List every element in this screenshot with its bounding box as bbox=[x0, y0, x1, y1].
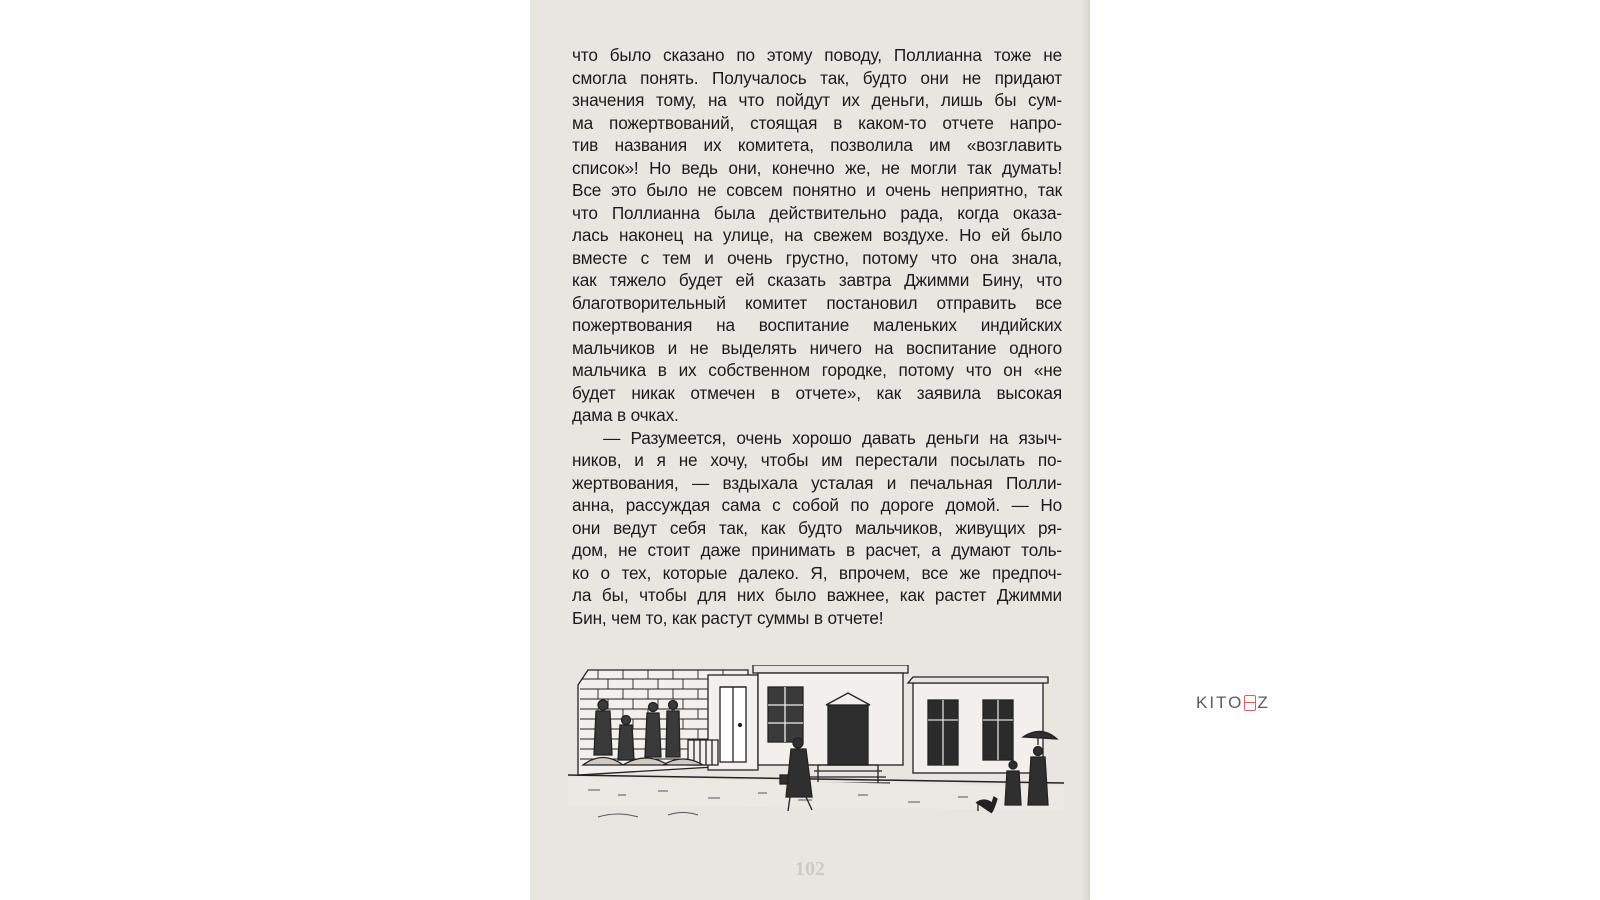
watermark-suffix: Z bbox=[1257, 693, 1270, 712]
text-line: дом, не стоит даже принимать в расчет, а думают толь- bbox=[572, 540, 1062, 560]
text-line: Все это было не совсем понятно и очень неприятно, так bbox=[572, 180, 1062, 200]
text-line: список»! Но ведь они, конечно же, не могли так думать! bbox=[572, 157, 1062, 178]
text-line: — Разумеется, очень хорошо давать деньги на языч- bbox=[572, 427, 1062, 448]
page-edge-shadow bbox=[1082, 0, 1090, 900]
watermark-prefix: KITO bbox=[1196, 693, 1244, 712]
text-line: вместе с тем и очень грустно, потому что она знала, bbox=[572, 247, 1062, 268]
text-line: как тяжело будет ей сказать завтра Джимми Бину, что bbox=[572, 270, 1062, 290]
text-line: будет никак отмечен в отчете», как заявила высокая bbox=[572, 382, 1062, 403]
text-line: мальчика в их собственном городке, потому что он «не bbox=[572, 360, 1062, 380]
street-scene-illustration bbox=[568, 665, 1064, 855]
text-line: ма пожертвований, стоящая в каком-то отчете напро- bbox=[572, 112, 1062, 133]
text-line: жертвования, — вздыхала усталая и печальная Полли- bbox=[572, 472, 1062, 493]
text-line: Бин, чем то, как растут суммы в отчете! bbox=[572, 607, 884, 628]
text-line: ко о тех, которые далеко. Я, впрочем, все же предпоч- bbox=[572, 562, 1062, 583]
watermark-logo-icon bbox=[1244, 695, 1256, 711]
text-line: благотворительный комитет постановил отправить все bbox=[572, 292, 1062, 313]
text-line: тив названия их комитета, позволила им «возглавить bbox=[572, 135, 1062, 155]
text-line: лась наконец на улице, на свежем воздухе. Но ей было bbox=[572, 225, 1062, 245]
text-line: ла бы, чтобы для них было важнее, как растет Джимми bbox=[572, 585, 1062, 605]
site-watermark bbox=[1196, 693, 1270, 713]
text-line: значения тому, на что пойдут их деньги, лишь бы сум- bbox=[572, 90, 1062, 110]
book-page bbox=[530, 0, 1090, 900]
text-line: мальчиков и не выделять ничего на воспитание одного bbox=[572, 337, 1062, 358]
text-line: анна, рассуждая сама с собой по дороге домой. — Но bbox=[572, 495, 1062, 515]
text-line: что Поллианна была действительно рада, когда оказа- bbox=[572, 202, 1062, 223]
text-line: ников, и я не хочу, чтобы им перестали посылать по- bbox=[572, 450, 1062, 470]
text-line: они ведут себя так, как будто мальчиков, живущих ря- bbox=[572, 517, 1062, 538]
page-text bbox=[572, 44, 1062, 629]
text-line: пожертвования на воспитание маленьких индийских bbox=[572, 315, 1062, 335]
text-line: смогла понять. Получалось так, будто они не придают bbox=[572, 67, 1062, 88]
text-line: дама в очках. bbox=[572, 405, 679, 425]
text-line: что было сказано по этому поводу, Поллианна тоже не bbox=[572, 45, 1062, 65]
page-number: 102 bbox=[795, 858, 825, 880]
